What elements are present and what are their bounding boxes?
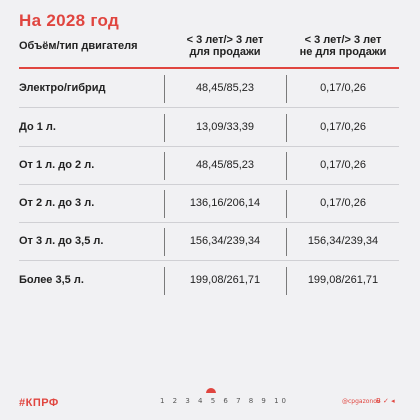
value-for-sale: 199,08/261,71 [189, 274, 261, 286]
row-label: От 2 л. до 3 л. [19, 197, 95, 209]
value-for-sale: 156,34/239,34 [189, 235, 261, 247]
value-for-sale: 13,09/33,39 [195, 121, 255, 133]
row-label: Более 3,5 л. [19, 274, 84, 286]
car-icon [206, 388, 216, 393]
header-for-sale [165, 34, 285, 58]
header-divider [19, 67, 399, 69]
value-for-sale: 48,45/85,23 [195, 159, 255, 171]
row-label: От 3 л. до 3,5 л. [19, 235, 104, 247]
hashtag-label: #КПРФ [19, 397, 59, 409]
value-for-sale: 48,45/85,23 [195, 82, 255, 94]
value-not-for-sale: 0,17/0,26 [320, 121, 366, 133]
header-not-for-sale-line2: не для продажи [299, 46, 387, 58]
value-not-for-sale: 156,34/239,34 [307, 235, 379, 247]
row-label: Электро/гибрид [19, 82, 106, 94]
table-row [0, 223, 420, 261]
table-row [0, 147, 420, 185]
value-not-for-sale: 0,17/0,26 [320, 159, 366, 171]
value-not-for-sale: 0,17/0,26 [320, 197, 366, 209]
table-row [0, 262, 420, 300]
value-not-for-sale: 199,08/261,71 [307, 274, 379, 286]
header-engine-type: Объём/тип двигателя [19, 40, 138, 52]
page-title: На 2028 год [19, 11, 120, 30]
page-indicator: 1 2 3 4 5 6 7 8 9 10 [160, 397, 290, 405]
social-icons: B ✓ ◂ [376, 397, 395, 405]
table-row [0, 70, 420, 108]
row-divider [19, 260, 399, 261]
row-label: От 1 л. до 2 л. [19, 159, 95, 171]
table-row [0, 185, 420, 223]
header-not-for-sale-line1: < 3 лет/> 3 лет [304, 34, 382, 46]
value-not-for-sale: 0,17/0,26 [320, 82, 366, 94]
table-row [0, 109, 420, 147]
social-handle: @cpgazonov [342, 398, 381, 405]
header-not-for-sale [283, 34, 403, 58]
row-label: До 1 л. [19, 121, 56, 133]
row-divider [19, 107, 399, 108]
value-for-sale: 136,16/206,14 [189, 197, 261, 209]
table-header [0, 34, 420, 68]
header-for-sale-line1: < 3 лет/> 3 лет [186, 34, 264, 46]
header-for-sale-line2: для продажи [189, 46, 261, 58]
